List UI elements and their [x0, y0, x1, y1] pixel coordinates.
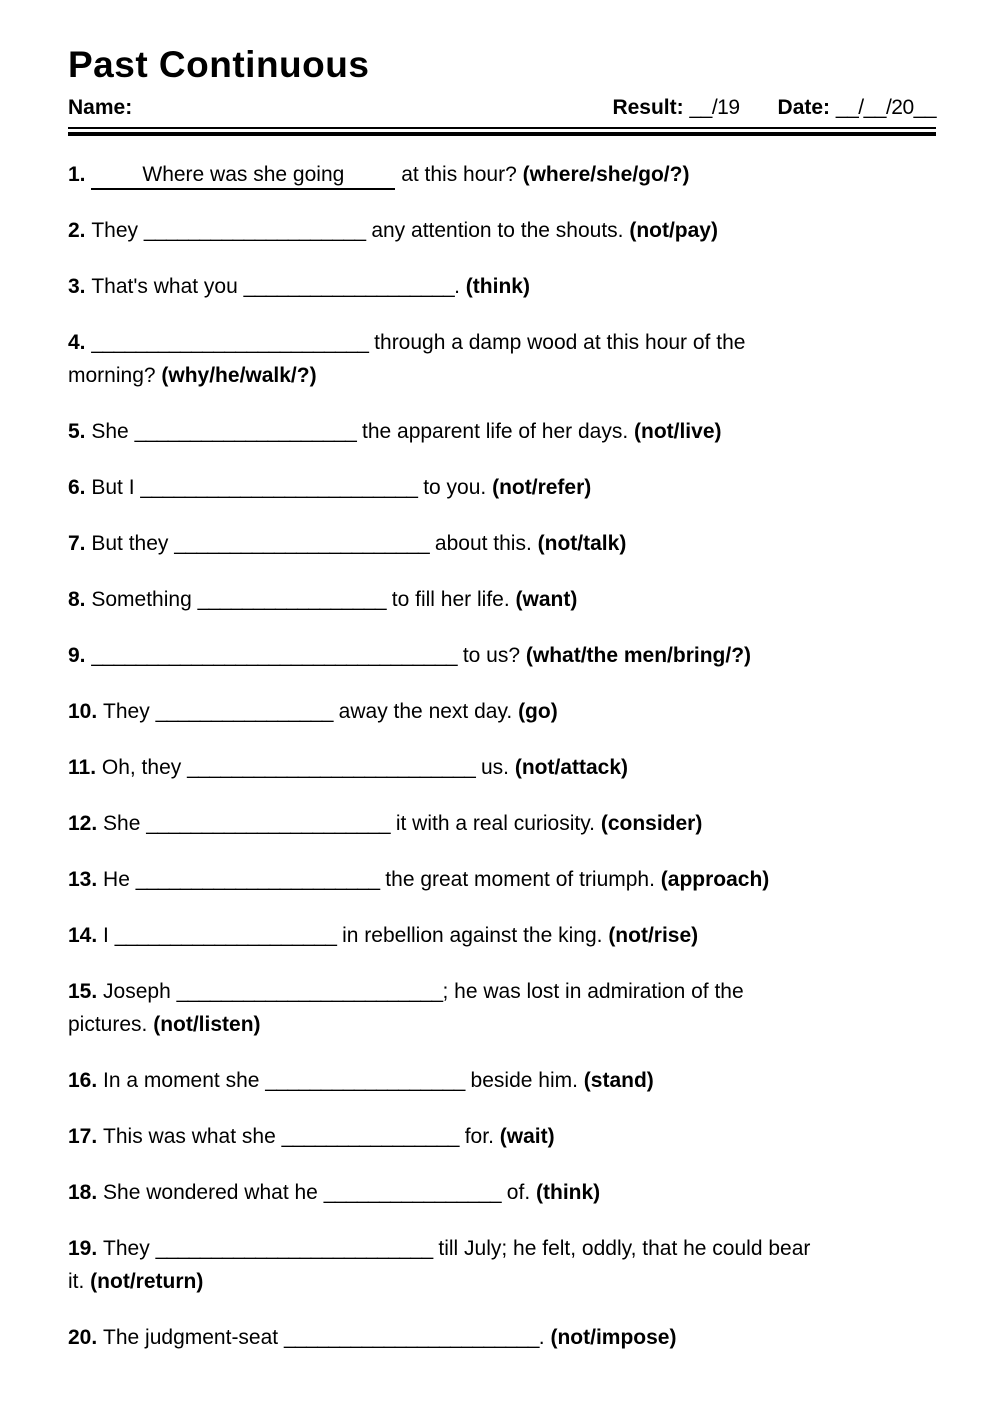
question-text: for.	[458, 1125, 500, 1149]
question-number: 10.	[68, 700, 104, 724]
verb-hint: (not/talk)	[537, 532, 627, 556]
answer-blank[interactable]: ____________________	[143, 219, 366, 243]
verb-hint: (not/attack)	[514, 756, 629, 780]
answer-blank[interactable]: _______________________	[283, 1326, 539, 1350]
question-number: 6.	[68, 476, 92, 500]
question-text: through a damp wood at this hour of the	[368, 331, 746, 355]
question-number: 13.	[68, 868, 104, 892]
question-text: She wondered what he	[103, 1181, 324, 1205]
verb-hint: (not/impose)	[550, 1326, 677, 1350]
question-number: 14.	[68, 924, 104, 948]
question-number: 17.	[68, 1125, 104, 1149]
question-12	[68, 807, 936, 840]
verb-hint: (what/the men/bring/?)	[525, 644, 752, 668]
verb-hint: (want)	[515, 588, 578, 612]
question-text: In a moment she	[103, 1069, 266, 1093]
question-text: But they	[91, 532, 175, 556]
verb-hint: (where/she/go/?)	[522, 163, 690, 187]
question-13	[68, 863, 936, 896]
question-number: 12.	[68, 812, 104, 836]
verb-hint: (think)	[536, 1181, 601, 1205]
question-number: 19.	[68, 1237, 104, 1261]
date-field	[778, 96, 936, 120]
question-text: She	[91, 420, 135, 444]
verb-hint: (why/he/walk/?)	[161, 364, 317, 388]
verb-hint: (wait)	[499, 1125, 555, 1149]
header-divider	[68, 127, 936, 136]
answer-blank[interactable]: ______________________	[146, 812, 390, 836]
verb-hint: (stand)	[583, 1069, 654, 1093]
question-text: The judgment-seat	[103, 1326, 284, 1350]
question-text: I	[103, 924, 115, 948]
question-number: 20.	[68, 1326, 104, 1350]
verb-hint: (not/return)	[90, 1270, 204, 1294]
question-text: But I	[91, 476, 141, 500]
answer-blank[interactable]: _________________	[197, 588, 386, 612]
question-text: away the next day.	[332, 700, 519, 724]
question-text: They	[103, 700, 156, 724]
question-text: beside him.	[464, 1069, 584, 1093]
meta-row	[68, 96, 936, 120]
question-text: us.	[475, 756, 515, 780]
question-text: ; he was lost in admiration of the	[442, 980, 744, 1004]
date-label: Date:	[777, 96, 831, 120]
question-text: the great moment of triumph.	[379, 868, 661, 892]
verb-hint: (consider)	[600, 812, 703, 836]
question-text: That's what you	[91, 275, 244, 299]
answer-blank[interactable]: _________________________	[140, 476, 418, 500]
question-text: to you.	[417, 476, 493, 500]
question-11	[68, 751, 936, 784]
question-text: This was what she	[103, 1125, 282, 1149]
question-number: 11.	[68, 756, 102, 780]
question-2	[68, 214, 936, 247]
verb-hint: (not/pay)	[629, 219, 718, 243]
question-text: in rebellion against the king.	[336, 924, 609, 948]
question-number: 18.	[68, 1181, 104, 1205]
answer-blank[interactable]: ______________________	[135, 868, 380, 892]
question-text: morning?	[68, 364, 162, 388]
question-number: 3.	[68, 275, 92, 299]
question-text: They	[91, 219, 144, 243]
question-14	[68, 919, 936, 952]
answer-blank[interactable]: ________________	[281, 1125, 459, 1149]
page-title: Past Continuous	[68, 44, 370, 85]
answer-blank[interactable]: ________________	[323, 1181, 501, 1205]
filled-answer-blank[interactable]: Where was she going	[91, 161, 395, 190]
date-value: __/__/20__	[835, 96, 936, 120]
verb-hint: (not/refer)	[492, 476, 592, 500]
question-text: to us?	[456, 644, 526, 668]
name-field	[68, 96, 132, 120]
question-15	[68, 975, 936, 1041]
question-text: She	[103, 812, 147, 836]
question-text: at this hour?	[395, 163, 523, 187]
verb-hint: (go)	[518, 700, 558, 724]
answer-blank[interactable]: _______________________	[174, 532, 430, 556]
question-text: Something	[91, 588, 198, 612]
answer-blank[interactable]: ________________________	[176, 980, 443, 1004]
verb-hint: (not/rise)	[608, 924, 699, 948]
question-8	[68, 583, 936, 616]
question-text: .	[538, 1326, 551, 1350]
question-number: 7.	[68, 532, 92, 556]
answer-blank[interactable]: ___________________	[243, 275, 455, 299]
question-18	[68, 1176, 936, 1209]
answer-blank[interactable]: _________________________________	[91, 644, 457, 668]
question-number: 9.	[68, 644, 92, 668]
question-text: any attention to the shouts.	[365, 219, 630, 243]
verb-hint: (not/live)	[634, 420, 722, 444]
question-1	[68, 158, 936, 191]
question-text: .	[454, 275, 466, 299]
question-3	[68, 270, 936, 303]
verb-hint: (approach)	[660, 868, 770, 892]
question-20	[68, 1321, 936, 1354]
answer-blank[interactable]: __________________	[265, 1069, 465, 1093]
verb-hint: (not/listen)	[153, 1013, 261, 1037]
question-text: They	[103, 1237, 156, 1261]
answer-blank[interactable]: __________________________	[187, 756, 476, 780]
answer-blank[interactable]: ____________________	[134, 420, 357, 444]
question-number: 15.	[68, 980, 104, 1004]
result-field	[612, 96, 739, 120]
question-9	[68, 639, 936, 672]
verb-hint: (think)	[465, 275, 530, 299]
question-7	[68, 527, 936, 560]
question-5	[68, 415, 936, 448]
question-19	[68, 1232, 936, 1298]
question-16	[68, 1064, 936, 1097]
question-text: the apparent life of her days.	[356, 420, 634, 444]
answer-blank[interactable]: ____________________	[114, 924, 337, 948]
question-text: it.	[68, 1270, 91, 1294]
question-number: 1.	[68, 163, 92, 187]
question-text: about this.	[429, 532, 538, 556]
question-text: pictures.	[68, 1013, 154, 1037]
question-text: till July; he felt, oddly, that he could bear	[432, 1237, 811, 1261]
answer-blank[interactable]: _________________________	[155, 1237, 433, 1261]
question-number: 16.	[68, 1069, 104, 1093]
question-10	[68, 695, 936, 728]
question-text: it with a real curiosity.	[389, 812, 601, 836]
question-4	[68, 326, 936, 392]
question-text: Oh, they	[101, 756, 188, 780]
name-label: Name:	[68, 96, 133, 120]
question-number: 5.	[68, 420, 92, 444]
question-6	[68, 471, 936, 504]
question-17	[68, 1120, 936, 1153]
question-text: to fill her life.	[385, 588, 516, 612]
question-text: of.	[500, 1181, 536, 1205]
answer-blank[interactable]: _________________________	[91, 331, 369, 355]
answer-blank[interactable]: ________________	[155, 700, 333, 724]
question-number: 4.	[68, 331, 92, 355]
question-number: 8.	[68, 588, 92, 612]
questions-list	[68, 158, 936, 1354]
question-text: Joseph	[103, 980, 177, 1004]
meta-right-group	[612, 96, 936, 120]
question-number: 2.	[68, 219, 92, 243]
question-text: He	[103, 868, 136, 892]
result-value: __/19	[689, 96, 740, 120]
result-label: Result:	[612, 96, 684, 120]
